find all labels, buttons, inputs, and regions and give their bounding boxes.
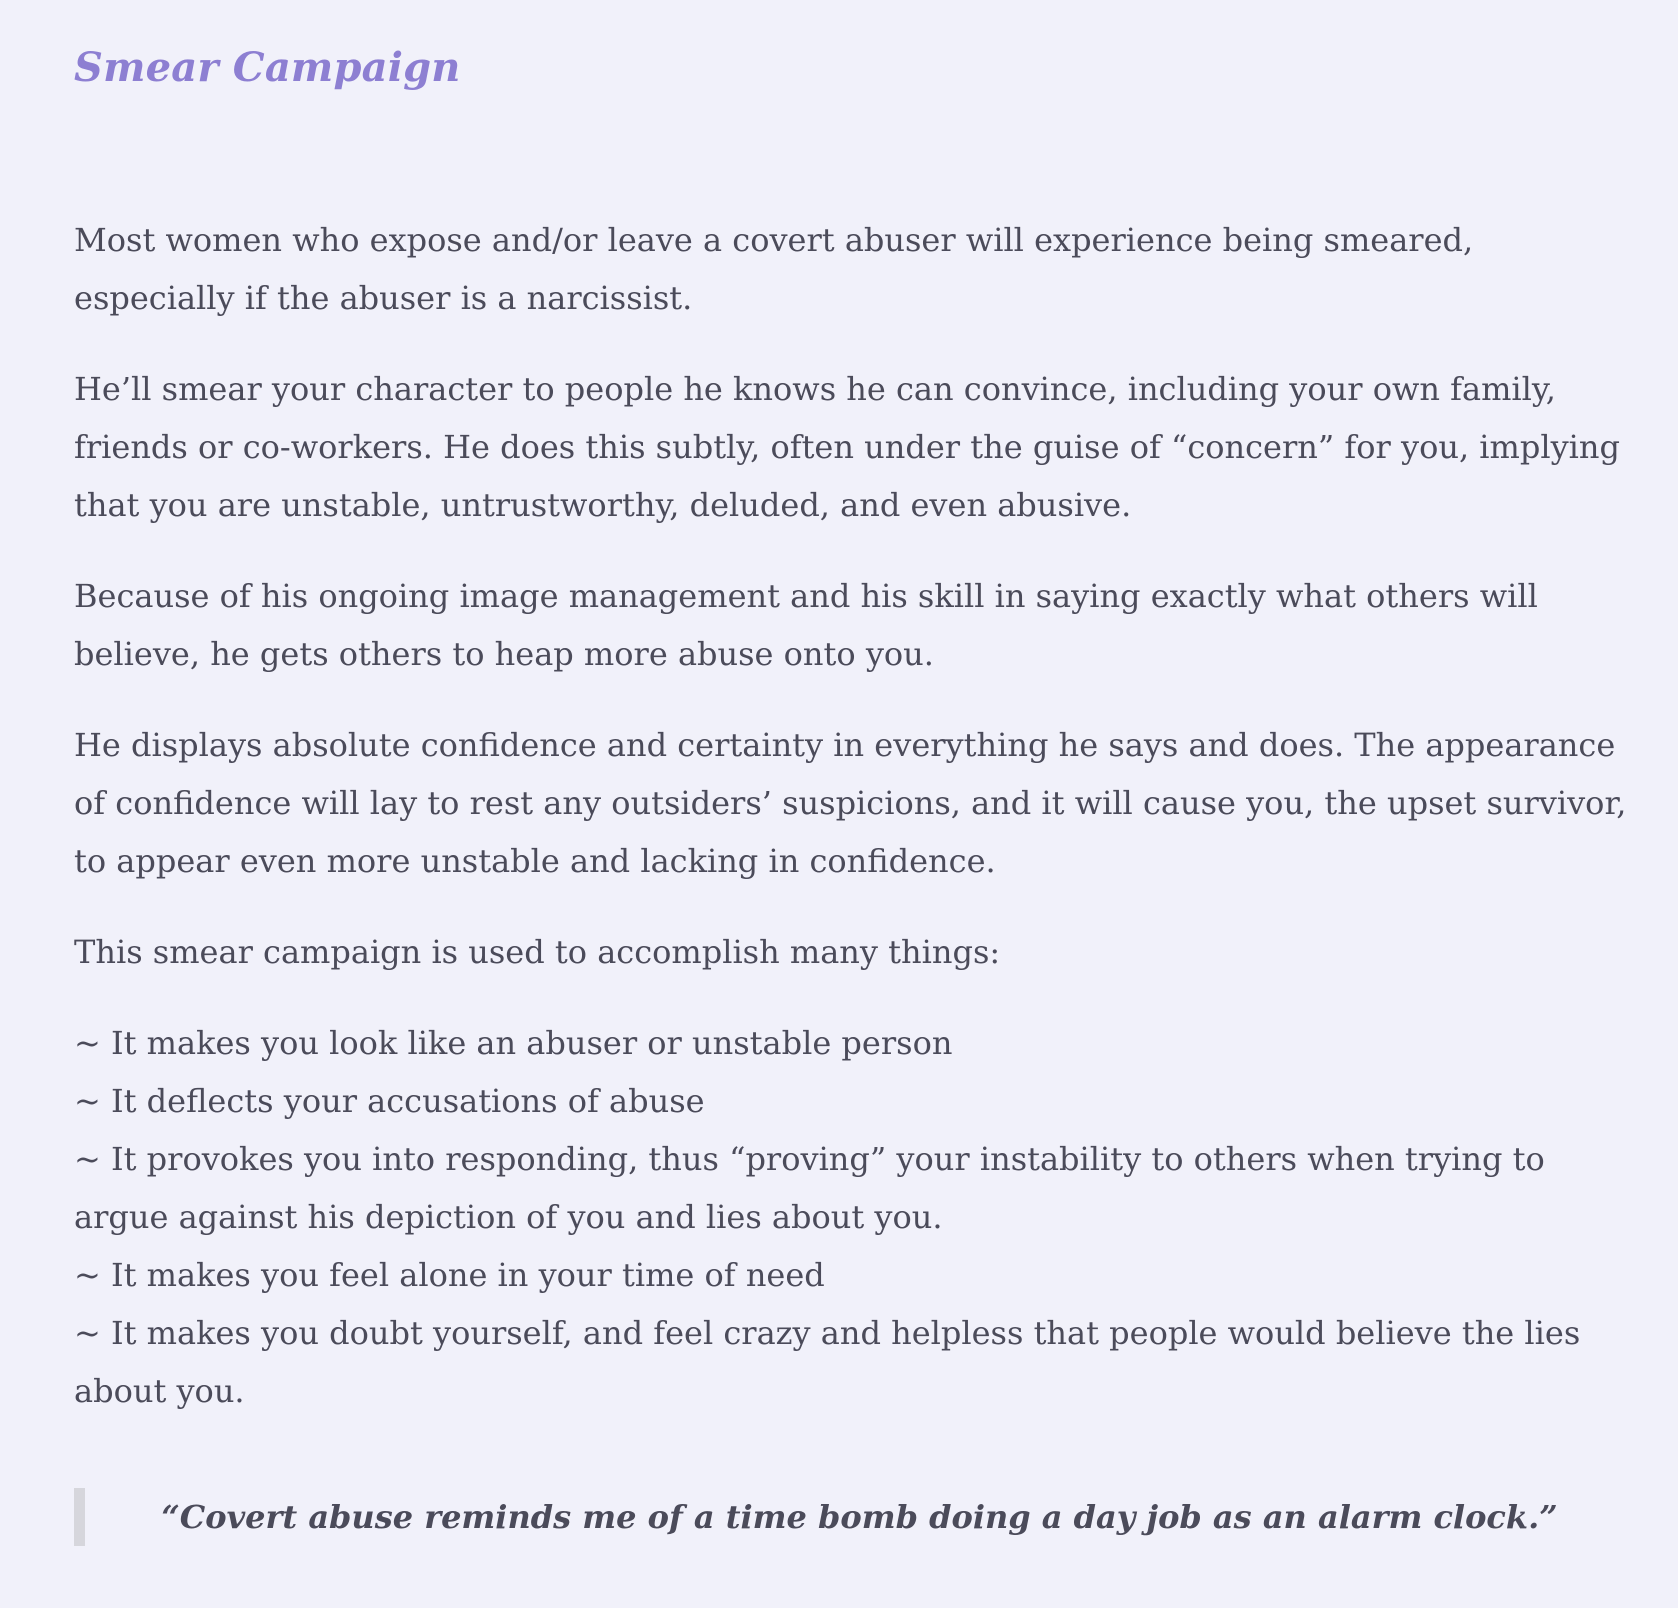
paragraph: Because of his ongoing image management and his skill in saying exactly what others will believe, he gets others to heap more abuse onto you. <box>74 577 1538 673</box>
article-title: Smear Campaign <box>74 44 461 91</box>
list-item: ~ It makes you doubt yourself, and feel crazy and helpless that people would believe the lies about you. <box>74 1314 1581 1410</box>
list-item: ~ It makes you look like an abuser or unstable person <box>74 1024 953 1062</box>
list-item: ~ It deflects your accusations of abuse <box>74 1082 705 1120</box>
paragraph: He displays absolute confidence and certainty in everything he says and does. The appearance of confidence will lay to rest any outsiders’ suspicions, and it will cause you, the upset survivor, to appear even more unstable and lacking in confidence. <box>74 726 1627 880</box>
effects-list <box>74 1014 1634 1420</box>
quote-text: “Covert abuse reminds me of a time bomb doing a day job as an alarm clock.” <box>161 1498 1558 1536</box>
paragraph: This smear campaign is used to accomplish many things: <box>74 933 1001 971</box>
list-item: ~ It provokes you into responding, thus “proving” your instability to others when trying to argue against his depiction of you and lies about you. <box>74 1140 1545 1236</box>
list-item: ~ It makes you feel alone in your time of need <box>74 1256 825 1294</box>
pull-quote <box>74 1488 1634 1546</box>
paragraph: Most women who expose and/or leave a covert abuser will experience being smeared, especially if the abuser is a narcissist. <box>74 221 1474 317</box>
article-body <box>74 211 1634 1420</box>
paragraph: He’ll smear your character to people he knows he can convince, including your own family, friends or co-workers. He does this subtly, often under the guise of “concern” for you, implying that you are unstable, untrustworthy, deluded, and even abusive. <box>74 370 1620 524</box>
